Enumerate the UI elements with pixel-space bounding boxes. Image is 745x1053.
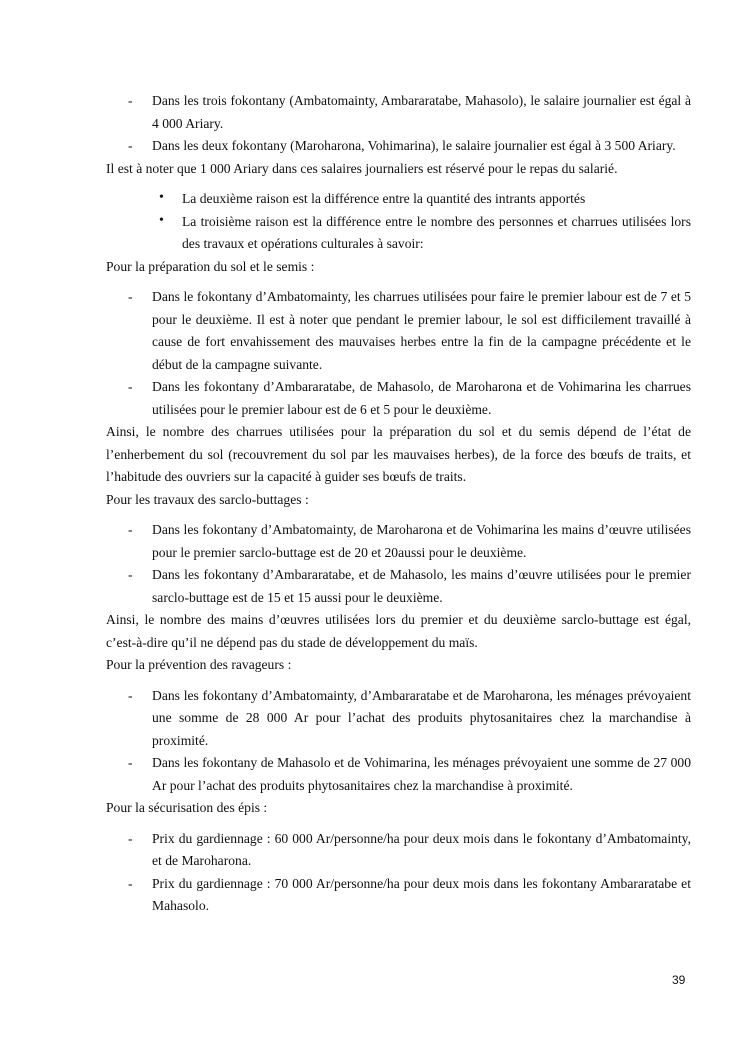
bullet-marker: •: [159, 190, 164, 205]
list-item: [106, 90, 691, 135]
list-item: [106, 376, 691, 421]
reasons-list: [106, 188, 691, 256]
list-item-text: Dans les fokontany d’Ambararatabe, de Mahasolo, de Maroharona et de Vohimarina les charrues utilisées pour le premier labour est de 6 et 5 pour le deuxième.: [152, 379, 691, 417]
list-item: [106, 286, 691, 376]
list-item-text: Dans le fokontany d’Ambatomainty, les charrues utilisées pour faire le premier labour est de 7 et 5 pour le deuxième. Il est à noter que pendant le premier labour, le sol est difficilement travaillé à cause de fort envahissement des mauvaises herbes entre la fin de la campagne précédente et le début de la campagne suivante.: [152, 289, 691, 372]
list-item: [106, 519, 691, 564]
page-number: 39: [672, 973, 686, 987]
soil-heading: Pour la préparation du sol et le semis :: [106, 258, 315, 274]
list-item-text: Dans les fokontany d’Ambararatabe, et de Mahasolo, les mains d’œuvre utilisées pour le premier sarclo-buttage est de 15 et 15 aussi pour le deuxième.: [152, 567, 691, 605]
soil-conclusion: Ainsi, le nombre des charrues utilisées pour la préparation du sol et du semis dépend de l’état de l’enherbement du sol (recouvrement du sol par les mauvaises herbes), de la force des bœufs de traits, et l’habitude des ouvriers sur la capacité à guider ses bœufs de traits.: [106, 424, 691, 484]
list-item: [106, 685, 691, 753]
list-item-text: Dans les fokontany d’Ambatomainty, d’Ambararatabe et de Maroharona, les ménages prévoyaient une somme de 28 000 Ar pour l’achat des produits phytosanitaires chez la marchandise à proximité.: [152, 687, 691, 748]
dash-marker: -: [128, 138, 133, 153]
page-body: [106, 90, 691, 918]
list-item-text: Dans les deux fokontany (Maroharona, Vohimarina), le salaire journalier est égal à 3 500 Ariary.: [152, 138, 676, 153]
weeding-list: [106, 519, 691, 609]
dash-marker: -: [128, 755, 133, 770]
list-item: [106, 873, 691, 918]
dash-marker: -: [128, 379, 133, 394]
security-list: [106, 828, 691, 918]
dash-marker: -: [128, 289, 133, 304]
list-item-text: La troisième raison est la différence entre le nombre des personnes et charrues utilisées lors des travaux et opérations culturales à savoir:: [182, 213, 691, 251]
pests-heading: Pour la prévention des ravageurs :: [106, 657, 292, 672]
list-item: [106, 135, 691, 158]
dash-marker: -: [128, 875, 133, 891]
list-item-text: Prix du gardiennage : 70 000 Ar/personne/ha pour deux mois dans les fokontany Ambararatabe et Mahasolo.: [152, 875, 691, 913]
dash-marker: -: [128, 687, 133, 703]
dash-marker: -: [128, 522, 133, 537]
bullet-marker: •: [159, 212, 164, 228]
weeding-conclusion: Ainsi, le nombre des mains d’œuvres utilisées lors du premier et du deuxième sarclo-buttage est égal, c’est-à-dire qu’il ne dépend pas du stade de développement du maïs.: [106, 612, 691, 650]
dash-marker: -: [128, 567, 133, 582]
security-heading: Pour la sécurisation des épis :: [106, 800, 268, 815]
list-item-text: La deuxième raison est la différence entre la quantité des intrants apportés: [182, 191, 586, 206]
list-item: [106, 211, 691, 256]
list-item-text: Prix du gardiennage : 60 000 Ar/personne/ha pour deux mois dans le fokontany d’Ambatomainty, et de Maroharona.: [152, 830, 691, 868]
list-item: [106, 188, 691, 211]
list-item-text: Dans les fokontany de Mahasolo et de Vohimarina, les ménages prévoyaient une somme de 27 000 Ar pour l’achat des produits phytosanitaires chez la marchandise à proximité.: [152, 755, 691, 793]
list-item-text: Dans les trois fokontany (Ambatomainty, Ambararatabe, Mahasolo), le salaire journalier est égal à 4 000 Ariary.: [152, 93, 691, 131]
list-item: [106, 564, 691, 609]
list-item: [106, 752, 691, 797]
pests-list: [106, 685, 691, 798]
salary-list: [106, 90, 691, 158]
salary-note: Il est à noter que 1 000 Ariary dans ces salaires journaliers est réservé pour le repas du salarié.: [106, 160, 618, 176]
list-item-text: Dans les fokontany d’Ambatomainty, de Maroharona et de Vohimarina les mains d’œuvre utilisées pour le premier sarclo-buttage est de 20 et 20aussi pour le deuxième.: [152, 522, 691, 560]
dash-marker: -: [128, 93, 133, 108]
dash-marker: -: [128, 830, 133, 846]
soil-list: [106, 286, 691, 421]
weeding-heading: Pour les travaux des sarclo-buttages :: [106, 491, 309, 507]
list-item: [106, 828, 691, 873]
